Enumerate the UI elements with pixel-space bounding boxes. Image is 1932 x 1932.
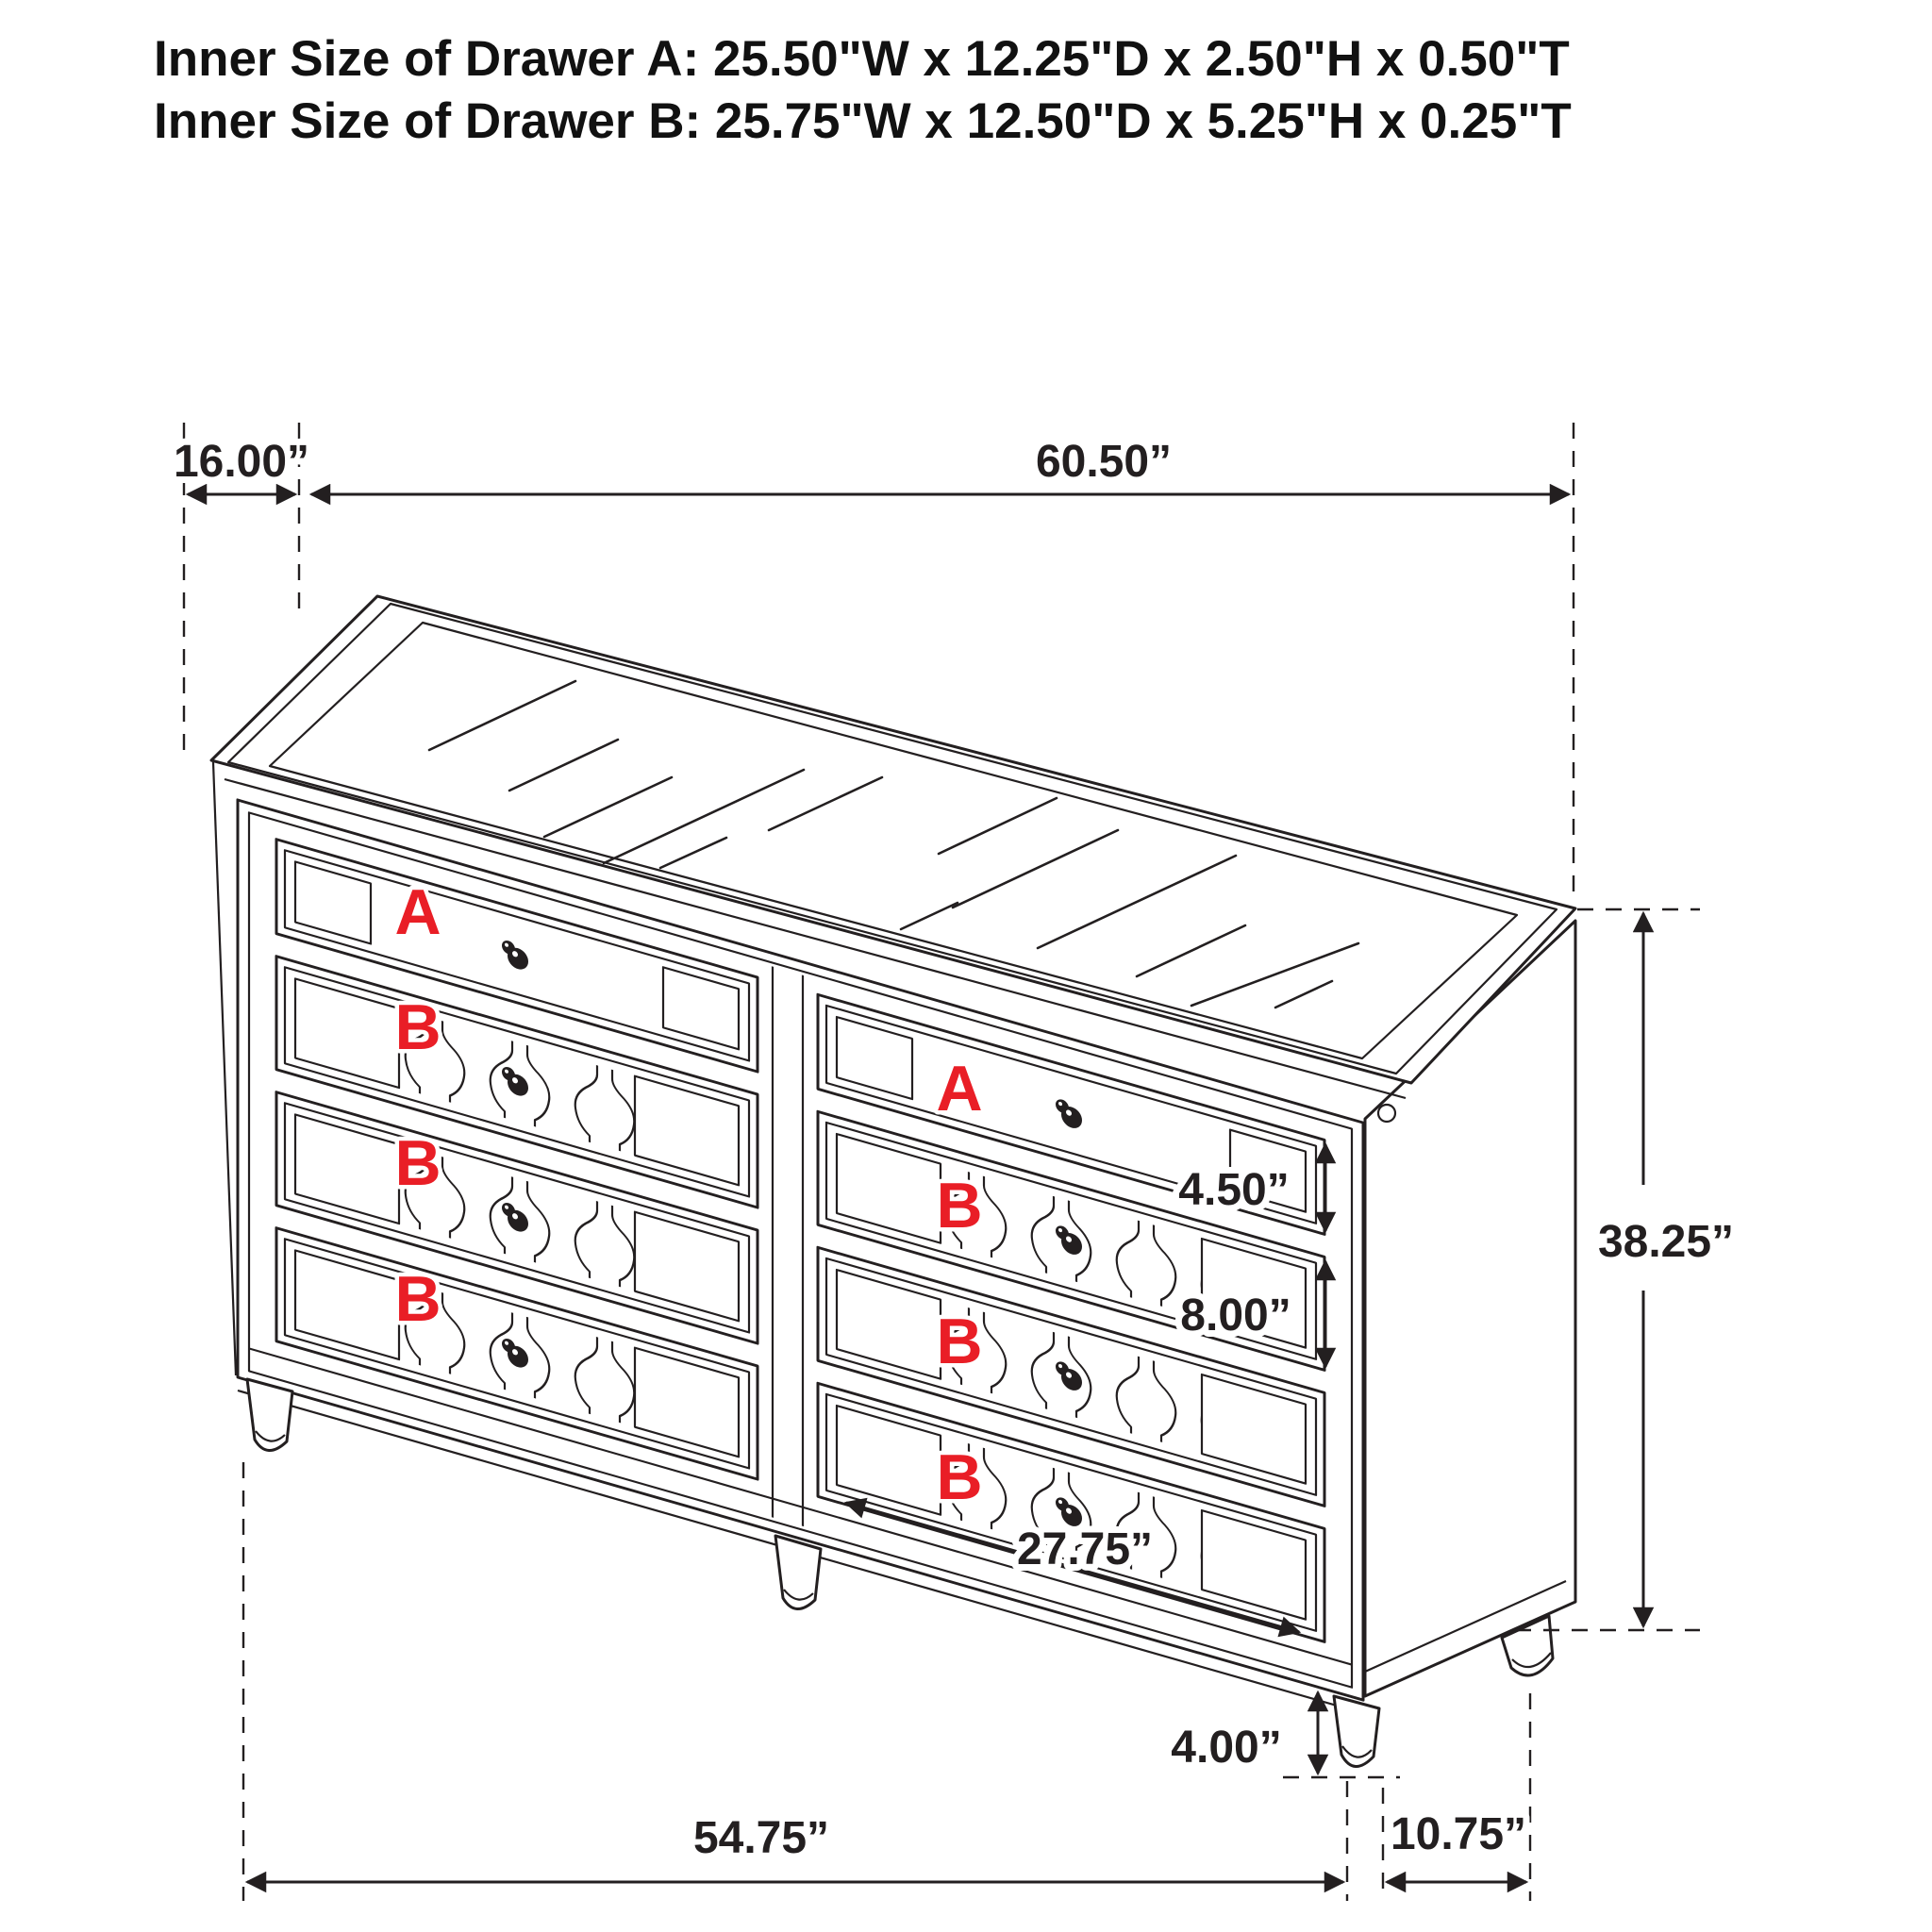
dim-drawer-a-height-label: 4.50” [1178,1165,1290,1215]
drawer-label-right-b3: B [936,1441,983,1513]
leg-front-middle [775,1536,821,1609]
dim-drawer-b-height-label: 8.00” [1180,1291,1291,1341]
leg-front-right [1334,1696,1379,1767]
title-block [154,31,1572,149]
dim-side-base-depth [1383,1693,1530,1901]
title-line-1: Inner Size of Drawer A: 25.50"W x 12.25"D x 2.50"H x 0.50"T [154,31,1570,87]
drawer-label-right-b1: B [936,1170,983,1241]
dim-leg-height-label: 4.00” [1171,1723,1282,1773]
title-line-2: Inner Size of Drawer B: 25.75"W x 12.50"D x 5.25"H x 0.25"T [154,93,1572,149]
dim-base-width-label: 54.75” [692,1813,830,1863]
drawer-label-right-a: A [936,1053,983,1124]
dim-overall-height-label: 38.25” [1597,1217,1735,1267]
dim-side-base-depth-label: 10.75” [1390,1809,1527,1859]
drawer-label-left-b3: B [394,1263,441,1335]
drawer-label-left-b2: B [394,1127,441,1199]
leg-front-left [247,1379,292,1451]
drawer-label-left-a: A [394,876,441,948]
dim-top-depth-label: 16.00” [173,437,310,487]
drawer-label-left-b1: B [394,991,441,1063]
dim-top-width-label: 60.50” [1035,437,1173,487]
dim-drawer-width-label: 27.75” [1016,1524,1154,1574]
drawer-label-right-b2: B [936,1306,983,1377]
